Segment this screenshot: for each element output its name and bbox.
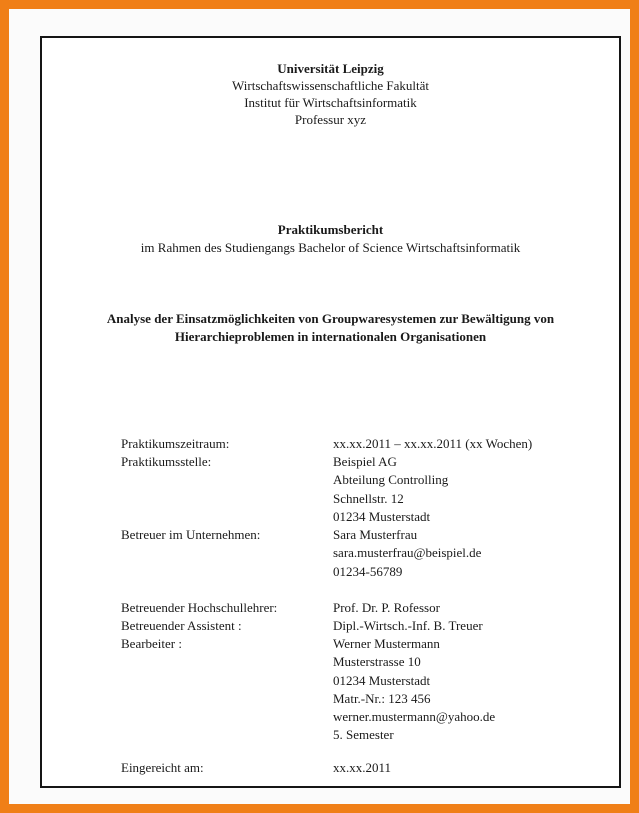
- author-line: werner.mustermann@yahoo.de: [333, 709, 496, 725]
- university-header: [42, 60, 619, 128]
- report-context: im Rahmen des Studiengangs Bachelor of Science Wirtschaftsinformatik: [140, 240, 521, 255]
- chair-name: Professur xyz: [294, 112, 367, 127]
- period-label: Praktikumszeitraum:: [121, 436, 230, 451]
- submitted-label: Eingereicht am:: [121, 760, 204, 775]
- thesis-title-line1: Analyse der Einsatzmöglichkeiten von Groupwaresystemen zur Bewältigung von: [106, 311, 555, 326]
- professor-label: Betreuender Hochschullehrer:: [121, 600, 278, 615]
- thesis-title: [42, 310, 619, 346]
- faculty-name: Wirtschaftswissenschaftliche Fakultät: [232, 78, 429, 93]
- place-line: Beispiel AG: [333, 454, 397, 469]
- period-value: xx.xx.2011 – xx.xx.2011 (xx Wochen): [333, 436, 533, 451]
- professor-value: Prof. Dr. P. Rofessor: [333, 600, 440, 615]
- institute-name: Institut für Wirtschaftsinformatik: [244, 95, 417, 110]
- document-page: [40, 36, 621, 788]
- supervisor-value: [333, 526, 603, 581]
- assistant-label: Betreuender Assistent :: [121, 618, 242, 633]
- author-label: Bearbeiter :: [121, 636, 182, 651]
- place-line: Schnellstr. 12: [333, 490, 404, 506]
- place-line: Abteilung Controlling: [333, 472, 449, 488]
- author-value: [333, 635, 603, 745]
- supervisor-label: Betreuer im Unternehmen:: [121, 527, 261, 542]
- report-type: Praktikumsbericht: [277, 222, 384, 237]
- supervisor-line: sara.musterfrau@beispiel.de: [333, 545, 482, 561]
- report-block: [42, 221, 619, 257]
- author-line: Matr.-Nr.: 123 456: [333, 690, 431, 706]
- author-line: Musterstrasse 10: [333, 654, 421, 670]
- university-name: Universität Leipzig: [277, 61, 384, 76]
- thesis-title-line2: Hierarchieproblemen in internationalen Organisationen: [174, 329, 487, 344]
- place-label: Praktikumsstelle:: [121, 454, 212, 469]
- author-line: 5. Semester: [333, 727, 394, 743]
- place-line: 01234 Musterstadt: [333, 508, 431, 524]
- submitted-value: xx.xx.2011: [333, 760, 392, 775]
- place-value: [333, 453, 603, 526]
- supervisor-line: Sara Musterfrau: [333, 527, 418, 542]
- author-line: 01234 Musterstadt: [333, 672, 431, 688]
- author-line: Werner Mustermann: [333, 636, 440, 651]
- supervisor-line: 01234-56789: [333, 563, 403, 579]
- assistant-value: Dipl.-Wirtsch.-Inf. B. Treuer: [333, 618, 483, 633]
